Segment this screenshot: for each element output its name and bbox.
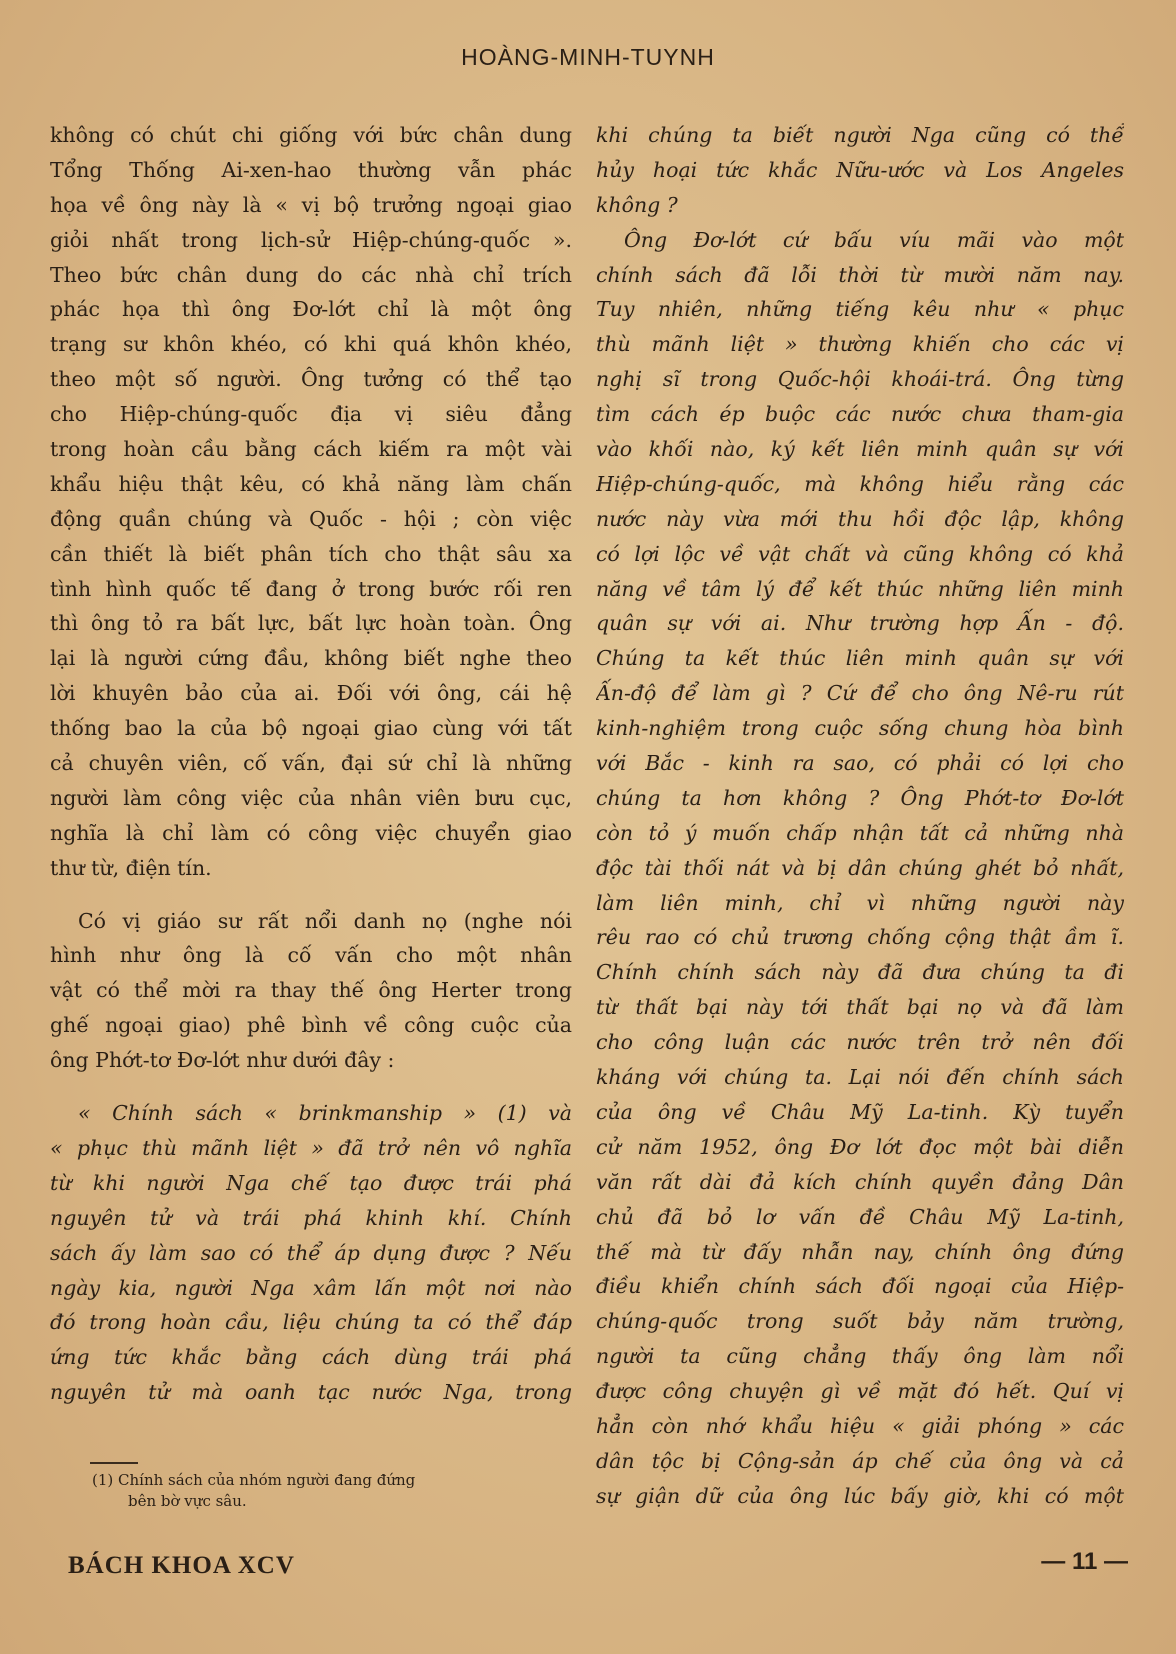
text-line: được công chuyện gì về mặt đó hết. Quí vị — [596, 1379, 1124, 1404]
text-line: sự giận dữ của ông lúc bấy giờ, khi có một — [596, 1483, 1124, 1508]
page-number: — 11 — — [1041, 1548, 1128, 1575]
text-line: vật có thể mời ra thay thế ông Herter trong — [50, 978, 572, 1003]
text-line: thì ông tỏ ra bất lực, bất lực hoàn toàn. Ông — [50, 611, 572, 636]
text-line: Chính chính sách này đã đưa chúng ta đi — [596, 960, 1124, 985]
text-line: từ khi người Nga chế tạo được trái phá — [50, 1170, 572, 1195]
text-line: lời khuyên bảo của ai. Đối với ông, cái hệ — [50, 681, 572, 706]
text-line: làm liên minh, chỉ vì những người này — [596, 890, 1124, 915]
text-line: chính sách đã lỗi thời từ mười năm nay. — [596, 262, 1124, 287]
text-line: có lợi lộc về vật chất và cũng không có khả — [596, 541, 1124, 566]
text-line: thống bao la của bộ ngoại giao cùng với tất — [50, 716, 572, 741]
text-line: của ông về Châu Mỹ La-tinh. Kỳ tuyển — [596, 1099, 1124, 1124]
text-line: nghĩa là chỉ làm có công việc chuyển giao — [50, 820, 572, 845]
text-line: người ta cũng chẳng thấy ông làm nổi — [596, 1344, 1124, 1369]
text-line: thư từ, điện tín. — [50, 855, 212, 880]
text-line: Hiệp-chúng-quốc, mà không hiểu rằng các — [596, 471, 1124, 496]
footnote-line: bên bờ vực sâu. — [128, 1492, 247, 1510]
text-line: Chúng ta kết thúc liên minh quân sự với — [596, 646, 1124, 671]
text-line: khi chúng ta biết người Nga cũng có thể — [596, 123, 1124, 147]
text-line: chúng-quốc trong suốt bảy năm trường, — [596, 1309, 1124, 1334]
text-line: tìm cách ép buộc các nước chưa tham-gia — [596, 402, 1124, 427]
text-line: phác họa thì ông Đơ-lớt chỉ là một ông — [50, 297, 572, 322]
text-line: rêu rao có chủ trương chống cộng thật ầm ĩ. — [596, 925, 1124, 950]
text-line: kinh-nghiệm trong cuộc sống chung hòa bình — [596, 716, 1124, 741]
text-line: năng về tâm lý để kết thúc những liên minh — [596, 576, 1124, 601]
text-line: « Chính sách « brinkmanship » (1) và — [78, 1101, 572, 1126]
left-paragraph-1 — [50, 118, 572, 886]
paragraph-gap — [50, 886, 572, 904]
text-line: giỏi nhất trong lịch-sử Hiệp-chúng-quốc ». — [50, 227, 572, 252]
text-line: trong hoàn cầu bằng cách kiếm ra một vài — [50, 437, 572, 462]
text-line: Tổng Thống Ai-xen-hao thường vẫn phác — [50, 157, 572, 182]
right-column — [596, 118, 1124, 1514]
text-line: thế mà từ đấy nhẫn nay, chính ông đứng — [596, 1239, 1124, 1264]
text-line: không có chút chi giống với bức chân dung — [50, 123, 572, 147]
text-line: độc tài thối nát và bị dân chúng ghét bỏ nhất, — [596, 855, 1124, 880]
text-line: cả chuyên viên, cố vấn, đại sứ chỉ là những — [50, 751, 572, 776]
text-line: Theo bức chân dung do các nhà chỉ trích — [50, 262, 572, 287]
text-line: lại là người cứng đầu, không biết nghe theo — [50, 646, 572, 671]
text-line: còn tỏ ý muốn chấp nhận tất cả những nhà — [596, 820, 1124, 845]
text-line: theo một số người. Ông tưởng có thể tạo — [50, 367, 572, 392]
text-line: người làm công việc của nhân viên bưu cục, — [50, 785, 572, 810]
left-quote-block — [50, 1096, 572, 1410]
text-line: cho Hiệp-chúng-quốc địa vị siêu đẳng — [50, 402, 572, 427]
text-line: vào khối nào, ký kết liên minh quân sự với — [596, 437, 1124, 462]
text-line: khẩu hiệu thật kêu, có khả năng làm chấn — [50, 471, 572, 496]
paragraph-gap — [50, 1078, 572, 1096]
text-line: văn rất dài đả kích chính quyền đảng Dân — [596, 1169, 1124, 1194]
text-line: chủ đã bỏ lơ vấn đề Châu Mỹ La-tinh, — [596, 1204, 1124, 1229]
text-line: trạng sư khôn khéo, có khi quá khôn khéo, — [50, 332, 572, 357]
text-line: hủy hoại tức khắc Nữu-ước và Los Angeles — [596, 157, 1124, 182]
text-line: Ấn-độ để làm gì ? Cứ để cho ông Nê-ru rút — [596, 681, 1124, 706]
text-line: nguyên tử mà oanh tạc nước Nga, trong — [50, 1380, 572, 1405]
text-line: ngày kia, người Nga xâm lấn một nơi nào — [50, 1275, 572, 1300]
text-line: hình như ông là cố vấn cho một nhân — [50, 943, 572, 968]
left-paragraph-2 — [50, 904, 572, 1078]
text-line: tình hình quốc tế đang ở trong bước rối ren — [50, 576, 572, 601]
text-line: dân tộc bị Cộng-sản áp chế của ông và cả — [596, 1448, 1124, 1473]
text-line: sách ấy làm sao có thể áp dụng được ? Nếu — [50, 1240, 572, 1265]
text-line: « phục thù mãnh liệt » đã trở nên vô nghĩa — [50, 1135, 572, 1160]
text-line: chúng ta hơn không ? Ông Phớt-tơ Đơ-lớt — [596, 785, 1124, 810]
text-line: động quần chúng và Quốc - hội ; còn việc — [50, 506, 572, 531]
text-line: họa về ông này là « vị bộ trưởng ngoại giao — [50, 192, 572, 217]
text-line: với Bắc - kinh ra sao, có phải có lợi cho — [596, 751, 1124, 776]
text-line: điều khiển chính sách đối ngoại của Hiệp- — [596, 1274, 1124, 1299]
text-line: ghế ngoại giao) phê bình về công cuộc của — [50, 1013, 572, 1038]
text-line: cho công luận các nước trên trở nên đối — [596, 1030, 1124, 1055]
footnote-line: (1) Chính sách của nhóm người đang đứng — [92, 1471, 416, 1489]
text-line: từ thất bại này tới thất bại nọ và đã làm — [596, 995, 1124, 1020]
text-line: Có vị giáo sư rất nổi danh nọ (nghe nói — [78, 908, 572, 933]
text-line: nguyên tử và trái phá khinh khí. Chính — [50, 1205, 572, 1230]
text-line: hẳn còn nhớ khẩu hiệu « giải phóng » các — [596, 1413, 1124, 1438]
left-column — [50, 118, 572, 1410]
magazine-name: BÁCH KHOA XCV — [68, 1552, 295, 1579]
right-paragraph — [596, 118, 1124, 1514]
text-line: nghị sĩ trong Quốc-hội khoái-trá. Ông từng — [596, 367, 1124, 392]
text-line: kháng với chúng ta. Lại nói đến chính sách — [596, 1065, 1124, 1090]
text-line: đó trong hoàn cầu, liệu chúng ta có thể đáp — [50, 1310, 572, 1335]
text-line: thù mãnh liệt » thường khiến cho các vị — [596, 332, 1124, 357]
text-line: Tuy nhiên, những tiếng kêu như « phục — [596, 297, 1124, 322]
text-line: ứng tức khắc bằng cách dùng trái phá — [50, 1345, 572, 1370]
text-line: nước này vừa mới thu hồi độc lập, không — [596, 506, 1124, 531]
text-line: không ? — [596, 192, 678, 217]
footnote-rule — [90, 1462, 138, 1464]
text-line: quân sự với ai. Như trường hợp Ấn - độ. — [596, 611, 1124, 636]
footnote — [92, 1470, 572, 1512]
text-line: Ông Đơ-lớt cứ bấu víu mãi vào một — [624, 227, 1124, 252]
text-line: cần thiết là biết phân tích cho thật sâu xa — [50, 541, 572, 566]
text-line: ông Phớt-tơ Đơ-lớt như dưới đây : — [50, 1048, 395, 1073]
page-header-title: HOÀNG-MINH-TUYNH — [461, 44, 715, 70]
text-line: cử năm 1952, ông Đơ lớt đọc một bài diễn — [596, 1134, 1124, 1159]
